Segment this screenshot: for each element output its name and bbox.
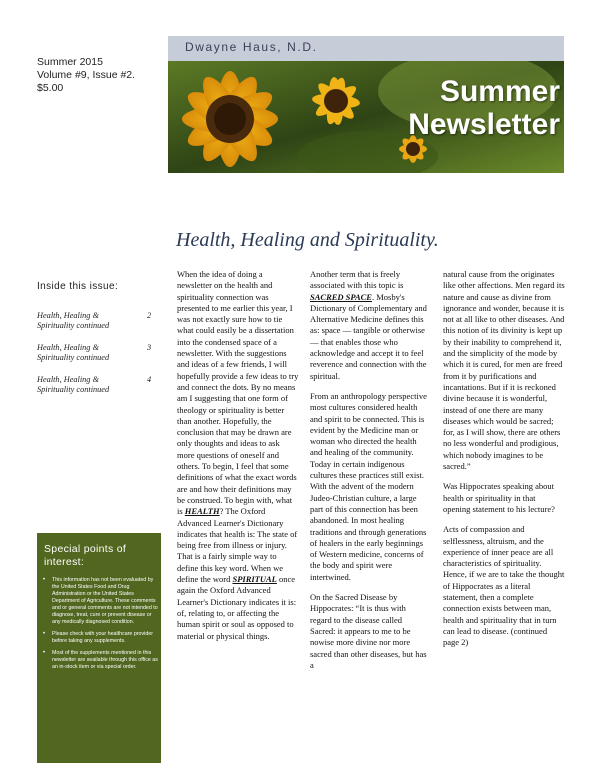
- article-column-1: [177, 269, 299, 651]
- toc-item-page: 2: [147, 311, 152, 320]
- issue-price: $5.00: [37, 82, 64, 94]
- toc-item[interactable]: [37, 375, 157, 407]
- keyword-spiritual: SPIRITUAL: [232, 574, 277, 585]
- article-paragraph: On the Sacred Disease by Hippocrates: “It is thus with regard to the disease called Sacred: it appears to me to be nowise more divine nor more sacred than other diseases, but has a: [310, 592, 427, 670]
- keyword-health: HEALTH: [184, 506, 220, 517]
- issue-season: Summer 2015: [37, 56, 103, 68]
- special-points-list: [43, 577, 158, 676]
- special-point-item: • Please check with your healthcare provider before taking any supplements.: [43, 631, 158, 645]
- article-paragraph: From an anthropology perspective most cultures considered health and spirit to be connected. This is evident by the Medicine man or woman who directed the health and healing of the community. Today in certain indigenous cultures these practices still exist. With the advent of the modern Judeo-Christian culture, a large part of this connection has been abandoned. In most healing traditions and through generations of healers in the early beginnings of Western medicine, concerns of the body and spirit were intertwined.: [310, 390, 427, 582]
- table-of-contents: [37, 311, 157, 407]
- article-paragraph: natural cause from the originates like other affections. Men regard its nature and cause as divine from ignorance and wonder, because it is not at all like to other diseases. And this notion of its divinity is kept up by their inability to comprehend it, and the simplicity of the mode by which it is cured, for men are freed from it by purifications and incantations. But if it is reckoned divine because it is wonderful, instead of one there are many diseases which would be sacred; for, as I will show, there are others no less wonderful and prodigious, which nobody imagines to be sacred.”: [443, 269, 565, 472]
- toc-item[interactable]: [37, 311, 157, 343]
- toc-item[interactable]: [37, 343, 157, 375]
- newsletter-title: [408, 75, 560, 141]
- banner: [168, 61, 564, 173]
- article-paragraph: Acts of compassion and selflessness, altruism, and the experience of inner peace are all characteristics of spirituality. Hence, if we are to take the thought of Hippocrates as a literal statement, then a complete connection exists between man, health and spirituality that in turn can lead to disease. (continued page 2): [443, 524, 565, 648]
- article-paragraph: Another term that is freely associated with this topic is SACRED SPACE. Mosby's Dictionary of Complementary and Alternative Medicine defines this as: space — tangible or otherwise— that enables those who acknowledge and accept it to feel reverence and connection with the spiritual.: [310, 269, 427, 381]
- author-name: Dwayne Haus, N.D.: [185, 40, 318, 54]
- toc-item-page: 4: [147, 375, 152, 384]
- inside-issue-title: Inside this issue:: [37, 281, 119, 292]
- article-column-3: [443, 269, 565, 658]
- keyword-sacred-space: SACRED SPACE: [310, 291, 372, 302]
- issue-volume: Volume #9, Issue #2.: [37, 69, 136, 81]
- special-points-box: [37, 533, 161, 763]
- article-column-2: [310, 269, 429, 680]
- article-headline: Health, Healing and Spirituality.: [176, 229, 439, 251]
- toc-item-title: Health, Healing & Spirituality continued: [37, 311, 110, 330]
- article-paragraph: Was Hippocrates speaking about health or spirituality in that opening statement to his lecture?: [443, 481, 555, 514]
- toc-item-page: 3: [147, 343, 152, 352]
- issue-info: [37, 56, 135, 95]
- toc-item-title: Health, Healing & Spirituality continued: [37, 343, 110, 362]
- special-points-title: Special points of interest:: [44, 543, 127, 568]
- article-paragraph: When the idea of doing a newsletter on the health and spirituality connection was presented to me earlier this year, I was not exactly sure how to tie what could easily be a dissertation into the condensed space of a newsletter. With the suggestions and ideas of a few friends, I will hopefully provide a few ideas to try and connect the dots. By no means am I suggesting that one form of theology or spirituality is better than another. Hopefully, the conclusion that may be drawn are only thoughts and ideas to ask more questions of oneself and others. To begin, I feel that some definitions of what the exact words are and how their definitions may be construed. To begin with, what is HEALTH? The Oxford Advanced Learner's Dictionary indicates that health is: The state of being free from illness or injury. That is a fairly simple way to define this key word. When we define the word SPIRITUAL once again the Oxford Advanced Learner's Dictionary indicates it is: of, relating to, or affecting the human spirit or soul as opposed to material or physical things.: [177, 269, 299, 641]
- title-line-2: Newsletter: [408, 108, 560, 141]
- title-line-1: Summer: [439, 75, 560, 108]
- toc-item-title: Health, Healing & Spirituality continued: [37, 375, 110, 394]
- special-point-item: • Most of the supplements mentioned in this newsletter are available through this office as an in-stock item or via special order.: [43, 650, 158, 671]
- special-point-item: • This information has not been evaluated by the United States Food and Drug Administration or the United States Department of Agriculture. These comments and or general comments are not intended to diagnose, treat, cure or prevent disease or any medically diagnosed condition.: [43, 577, 158, 626]
